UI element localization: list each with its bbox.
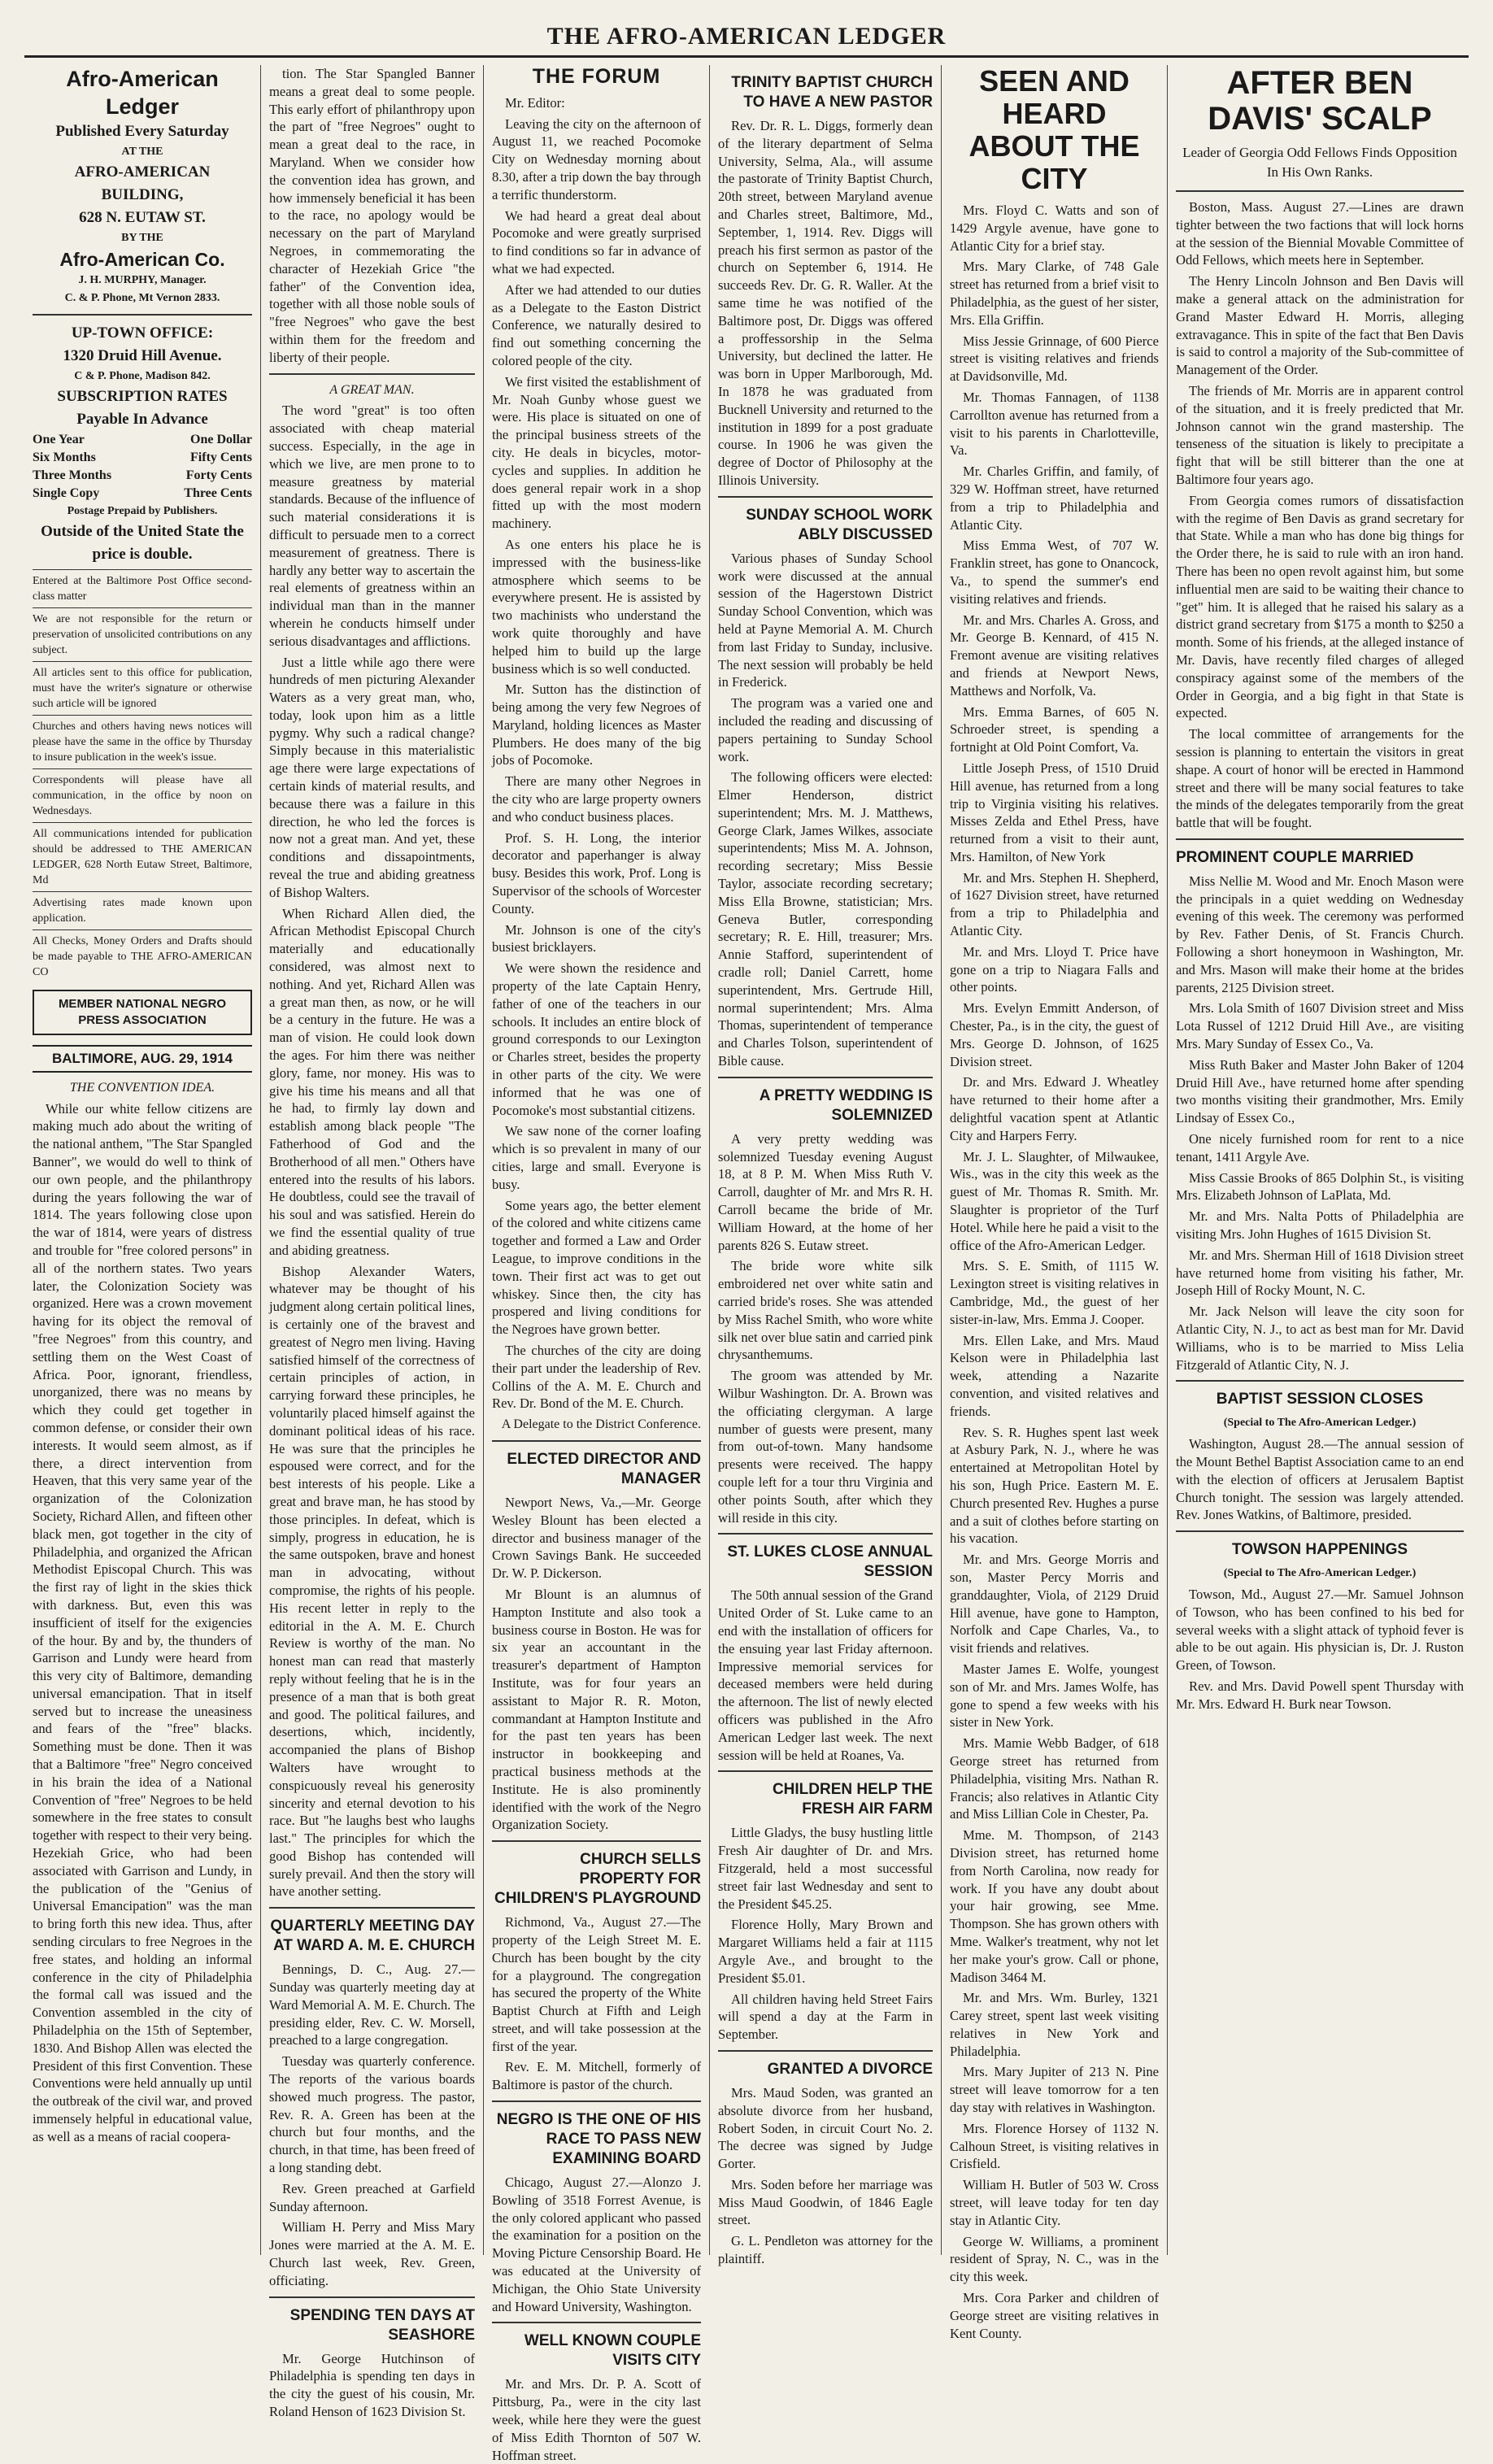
seen-heard-item: Mrs. Mary Clarke, of 748 Gale street has returned from a brief visit to Philadelphia, as the guest of her sister, Mrs. Ella Griffin. [950, 259, 1159, 328]
seen-heard-item: Mr. and Mrs. Lloyd T. Price have gone on a trip to Niagara Falls and other points. [950, 943, 1159, 995]
scalp-paragraph: The friends of Mr. Morris are in apparent control of the situation, and it is freely predicted that Mr. Johnson cannot win the grand mastership. The tenseness of the situation is likely to precipitate a fight that will be still bitterer than the one at Baltimore four years ago. [1176, 382, 1464, 487]
seen-heard-item: Mrs. Mary Jupiter of 213 N. Pine street will leave tomorrow for a ten day stay with relatives in Washington. [950, 2064, 1159, 2116]
couple-married-paragraph: Miss Ruth Baker and Master John Baker of 1204 Druid Hill Ave., have returned home after spending two months visiting their grandmother, Mrs. Emily Lindsay of Essex Co., [1176, 1056, 1464, 1126]
seen-heard-item: Mrs. Cora Parker and children of George street are visiting relatives in Kent County. [950, 2290, 1159, 2341]
notice-2: All articles sent to this office for publication, must have the writer's signature or otherwise such article will be ignored [33, 661, 252, 712]
seen-heard-item: Mr. J. L. Slaughter, of Milwaukee, Wis., was in the city this week as the guest of Mr. Thomas R. Smith. Mr. Slaughter is proprietor of the Turf Hotel. While here he paid a visit to the office of the Afro-American Ledger. [950, 1148, 1159, 1253]
couple-visits-paragraph: Mr. and Mrs. Dr. P. A. Scott of Pittsburg, Pa., were in the city last week, while here they were the guest of Miss Edith Thornton of 507 W. Hoffman street. [492, 2376, 701, 2463]
seen-heard-item: Mrs. Mamie Webb Badger, of 618 George street has returned from Philadelphia, visiting Mrs. Nathan R. Francis; also relatives in Atlantic City and Miss Lillian Cole in Chester, Pa. [950, 1735, 1159, 1822]
column-2 [260, 65, 483, 2420]
scalp-heading: AFTER BEN DAVIS' SCALP [1208, 65, 1432, 137]
divider [492, 1840, 701, 1842]
seen-heard-item: Little Joseph Press, of 1510 Druid Hill avenue, has returned from a long trip to Virginia visiting his relatives. Misses Zelda and Ethel Press, have returned from a visit to their aunt, Mrs. Hamilton, of New York [950, 760, 1159, 864]
member-box: MEMBER NATIONAL NEGRO PRESS ASSOCIATION [33, 990, 252, 1035]
towson-paragraph: Rev. and Mrs. David Powell spent Thursday with Mr. Mrs. Edward H. Burk near Towson. [1176, 1678, 1464, 1712]
divider [718, 1077, 933, 1078]
great-man-paragraph: When Richard Allen died, the African Methodist Episcopal Church materially and educationally considered, was almost next to nothing. And yet, Richard Allen was a great man then, as now, or he will be a century in the future. He was a man of vision. He could look down the ages. For him there was neither glory, fame, nor money. His was to give his time his means and all that he had, to firmly lay down and establish among black people "The Fatherhood of God and the Brotherhood of all men." Others have entered into the results of his labors. He doubtless, could see the travail of his soul and was satisfied. Herein do we find the essential quality of true and abiding greatness. [269, 905, 475, 1258]
seen-heard-item: George W. Williams, a prominent resident of Spray, N. C., was in the city this week. [950, 2233, 1159, 2285]
payable-label: Payable In Advance [76, 411, 208, 428]
forum-paragraph: Some years ago, the better element of the colored and white citizens came together and formed a Law and Order League, to improve conditions in the town. Their first act was to get out whiskey. Since then, the city has prospered and living conditions for the Negroes have grown better. [492, 1197, 701, 1338]
towson-special-line: (Special to The Afro-American Ledger.) [1223, 1567, 1417, 1580]
published-line: Published Every Saturday [55, 123, 229, 140]
quarterly-paragraph: Bennings, D. C., Aug. 27.— Sunday was quarterly meeting day at Ward Memorial A. M. E. Church. The presiding elder, Rev. C. W. Morsell, preached to a large congregation. [269, 1961, 475, 2048]
sunday-paragraph: The program was a varied one and included the reading and discussing of papers pertaining to Sunday School work. [718, 695, 933, 764]
divider [718, 496, 933, 498]
seen-heard-item: Mr. Charles Griffin, and family, of 329 W. Hoffman street, have returned from a trip to Philadelphia and Atlantic City. [950, 464, 1159, 533]
forum-paragraph: Mr. Johnson is one of the city's busiest bricklayers. [492, 921, 701, 956]
great-man-heading: A GREAT MAN. [329, 382, 415, 397]
children-heading: CHILDREN HELP THE FRESH AIR FARM [772, 1781, 933, 1818]
lukes-heading: ST. LUKES CLOSE ANNUAL SESSION [727, 1543, 933, 1581]
rate-row: Single Copy Three Cents [33, 486, 252, 500]
seen-heard-item: Mrs. Evelyn Emmitt Anderson, of Chester, Pa., is in the city, the guest of Mrs. George D. Johnson, of 1625 Division street. [950, 1000, 1159, 1069]
church-paragraph: Rev. E. M. Mitchell, formerly of Baltimore is pastor of the church. [492, 2059, 701, 2093]
elected-heading: ELECTED DIRECTOR AND MANAGER [507, 1450, 701, 1487]
divider [1176, 1530, 1464, 1532]
column-1 [24, 65, 260, 2255]
sunday-paragraph: The following officers were elected: Elmer Henderson, district superintendent; Mrs. M. J. Matthews, George Clark, James Wilkes, associate superintendents; Miss M. A. Johnson, recording secretary; Miss Bessie Taylor, associate recording secretary; Miss Ella Browne, statistician; Mrs. Geneva Butler, corresponding secretary; R. E. Hill, treasurer; Mrs. Annie Stafford, superintendent of cradle roll; Daniel Carrett, home superintendent, Mrs. Gertrude Hill, normal superintendent; Mrs. Alma Thomas, superintendent of temperance and Charles Tolson, superintendent of Bible cause. [718, 769, 933, 1069]
seashore-heading: SPENDING TEN DAYS AT SEASHORE [289, 2306, 475, 2344]
seen-heard-item: Mrs. S. E. Smith, of 1115 W. Lexington street is visiting relatives in Cambridge, Md., the guest of her sister-in-law, Mrs. Emma J. Cooper. [950, 1258, 1159, 1327]
by-the: BY THE [121, 232, 163, 244]
building-address: 628 N. EUTAW ST. [79, 209, 206, 226]
negro-heading: NEGRO IS THE ONE OF HIS RACE TO PASS NEW EXAMINING BOARD [496, 2111, 701, 2168]
forum-paragraph: Prof. S. H. Long, the interior decorator and paperhanger is alway busy. Besides this work, Prof. Long is Supervisor of the schools of Worcester County. [492, 829, 701, 916]
couple-married-paragraph: One nicely furnished room for rent to a nice tenant, 1411 Argyle Ave. [1176, 1131, 1464, 1165]
rate-row: Six Months Fifty Cents [33, 451, 252, 464]
seashore-paragraph: Mr. George Hutchinson of Philadelphia is spending ten days in the city the guest of his cousin, Mr. Roland Henson of 1623 Division St. [269, 2350, 475, 2420]
rate-row: Three Months Forty Cents [33, 468, 252, 482]
forum-paragraph: There are many other Negroes in the city who are large property owners and who conduct business places. [492, 773, 701, 825]
seen-heard-item: Mrs. Floyd C. Watts and son of 1429 Argyle avenue, have gone to Atlantic City for a brief stay. [950, 202, 1159, 254]
outside-us-line: Outside of the United State the price is double. [41, 523, 244, 563]
column-5 [941, 64, 1167, 2341]
uptown-address: 1320 Druid Hill Avenue. [63, 347, 222, 364]
trinity-heading: TRINITY BAPTIST CHURCH TO HAVE A NEW PASTOR [731, 74, 933, 111]
uptown-label: UP-TOWN OFFICE: [71, 324, 214, 342]
editorial-heading: THE CONVENTION IDEA. [69, 1080, 215, 1095]
forum-heading: THE FORUM [532, 65, 661, 88]
seen-heard-item: Mr. and Mrs. George Morris and son, Master Percy Morris and granddaughter, Viola, of 2129 Druid Hill avenue, have gone to Hampton, Norfolk and Cape Charles, Va., to visit friends and relatives. [950, 1552, 1159, 1656]
divider [718, 1533, 933, 1535]
forum-paragraph: We were shown the residence and property of the late Captain Henry, father of one of the teachers in our schools. It includes an entire block of ground corresponds to our Lexington or Charles street, besides the property in other parts of the city. We were informed that he was one of Pocomoke's most substantial citizens. [492, 960, 701, 1118]
great-man-paragraph: The word "great" is too often associated with cheap material success. Especially, in the age in which we live, are men prone to to measure greatness by material standards. Because of the influence of such material considerations it is difficult to persuade men to a correct measurement of greatness. There is hardly any better way to ascertain the real elements of greatness within an individual man than in the manner wherein he conducts himself under serious disadvantages and afflictions. [269, 403, 475, 649]
dateline: BALTIMORE, AUG. 29, 1914 [33, 1045, 252, 1073]
forum-paragraph: We saw none of the corner loafing which is so prevalent in many of our cities, large and small. Everyone is busy. [492, 1123, 701, 1192]
seen-heard-item: Miss Emma West, of 707 W. Franklin street, has gone to Onancock, Va., to spend the summer's end visiting relatives and friends. [950, 538, 1159, 607]
divider [492, 2322, 701, 2323]
forum-paragraph: We had heard a great deal about Pocomoke and were greatly surprised to find conditions so far in advance of what we had expected. [492, 207, 701, 276]
elected-paragraph: Mr Blount is an alumnus of Hampton Institute and also took a business course in Boston. He was for six year an accountant in the treasurer's department of Hampton Institute, was for four years an assistant to Major R. R. Moton, commandant at Hampton Institute and for the past ten years has been instructor in bookkeeping and practical business methods at the Institute. He is also prominently identified with the work of the Negro Organization Society. [492, 1586, 701, 1833]
notice-7: All Checks, Money Orders and Drafts should be made payable to THE AFRO-AMERICAN CO [33, 929, 252, 980]
divider [492, 1440, 701, 1442]
great-man-paragraph: Just a little while ago there were hundreds of men picturing Alexander Waters as a very great man, who, today, look upon him as a little pygmy. Why such a radical change? Simply because in this materialistic age there were large expectations of certain kinds of material results, and because there was a failure in this direction, he who led the forces is now not a great man. And yet, these conditions and dissapointments, reveal the true and abiding greatness of Bishop Walters. [269, 654, 475, 900]
postage-line: Postage Prepaid by Publishers. [67, 505, 218, 517]
seen-heard-item: Dr. and Mrs. Edward J. Wheatley have returned to their home after a delightful vacation spent at Atlantic City and Harpers Ferry. [950, 1074, 1159, 1143]
baptist-special-line: (Special to The Afro-American Ledger.) [1223, 1417, 1417, 1430]
forum-paragraph: Mr. Editor: [505, 94, 565, 111]
trinity-paragraph: Rev. Dr. R. L. Diggs, formerly dean of the literary department of Selma University, Selma, Ala., will assume the pastorate of Trinity Baptist Church, 20th street, between Maryland avenue and Charles street, Baltimore, Md., September, 1, 1914. Rev. Diggs will preach his first sermon as pastor of the church on September 6, 1914. He succeeds Rev. Dr. G. R. Waller. At the same time he was notified of the Baltimore post, Dr. Diggs was offered a proffessorship in the Selma University, but declined the latter. He was born in Upper Marlborough, Md. In 1878 he was graduated from Bucknell University and returned to the institution in 1899 for a post graduate course. In 1906 he was given the degree of Doctor of Philosophy at the Illinois University. [718, 118, 933, 488]
forum-paragraph: Leaving the city on the afternoon of August 11, we reached Pocomoke City on Wednesday morning about 8.30, after a trip down the bay through a terrific thunderstorm. [492, 115, 701, 202]
seen-heard-item: Mrs. Ellen Lake, and Mrs. Maud Kelson were in Philadelphia last week, attending a Nazarite convention, and visited relatives and friends. [950, 1332, 1159, 1419]
masthead-title: THE AFRO-AMERICAN LEDGER [546, 23, 947, 50]
baptist-heading: BAPTIST SESSION CLOSES [1216, 1391, 1424, 1408]
couple-visits-heading: WELL KNOWN COUPLE VISITS CITY [524, 2332, 701, 2370]
at-the: AT THE [121, 146, 163, 158]
manager-line: J. H. MURPHY, Manager. [78, 274, 207, 286]
rates-table [33, 431, 252, 503]
children-paragraph: Florence Holly, Mary Brown and Margaret Williams held a fair at 1115 Argyle Ave., and brought to the President $5.01. [718, 1917, 933, 1986]
seen-heard-item: Mrs. Emma Barnes, of 605 N. Schroeder street, is spending a fortnight at Old Point Comfort, Va. [950, 703, 1159, 755]
scalp-paragraph: The Henry Lincoln Johnson and Ben Davis will make a general attack on the administration for Grand Master Edward H. Morris, alleging extravagance. This in spite of the fact that Ben Davis is said to control a majority of the Sub-committee of Management of the Order. [1176, 273, 1464, 378]
seen-heard-item: Mrs. Florence Horsey of 1132 N. Calhoun Street, is visiting relatives in Crisfield. [950, 2120, 1159, 2172]
entered-line: Entered at the Baltimore Post Office second-class matter [33, 569, 252, 604]
uptown-phone: C & P. Phone, Madison 842. [74, 370, 211, 382]
forum-paragraph: The churches of the city are doing their part under the leadership of Rev. Collins of the A. M. E. Church and Rev. Dr. Bond of the M. E. Church. [492, 1342, 701, 1412]
notice-6: Advertising rates made known upon application. [33, 891, 252, 926]
notice-1: We are not responsible for the return or preservation of unsolicited contributions on any subject. [33, 607, 252, 658]
elected-paragraph: Newport News, Va.,—Mr. George Wesley Blount has been elected a director and business manager of the Crown Savings Bank. He succeeded Dr. W. P. Dickerson. [492, 1494, 701, 1582]
seen-heard-item: Mr. and Mrs. Wm. Burley, 1321 Carey street, spent last week visiting relatives in New York and Philadelphia. [950, 1990, 1159, 2059]
seen-heard-item: Mme. M. Thompson, of 2143 Division street, has returned home from North Carolina, now ready for work. If you have any doubt about your hair growing, see Mme. Thompson. She has grown others with Mme. Walker's treatment, why not let her make your's grow. Call or phone, Madison 3464 M. [950, 1827, 1159, 1985]
column-4 [709, 65, 941, 2267]
scalp-paragraph: The local committee of arrangements for the session is planning to entertain the visitors in great shape. A court of honor will be erected in Hammond street and there will be many social features to take the minds of the delegates temporarily from the great battle that will be fought. [1176, 726, 1464, 831]
divider [269, 2296, 475, 2298]
seen-heard-item: Master James E. Wolfe, youngest son of Mr. and Mrs. James Wolfe, has gone to spend a few weeks with his sister in New York. [950, 1661, 1159, 1730]
seen-heard-item: Mr. and Mrs. Charles A. Gross, and Mr. George B. Kennard, of 415 N. Fremont avenue are visiting relatives and friends at Newport News, Matthews and Norfolk, Va. [950, 612, 1159, 699]
phone-line: C. & P. Phone, Mt Vernon 2833. [64, 292, 220, 304]
wedding-paragraph: A very pretty wedding was solemnized Tuesday evening August 18, at 8 P. M. When Miss Ruth V. Carroll, daughter of Mr. and Mrs R. H. Carroll became the bride of Mr. William Howard, at the home of her parents 826 S. Eutaw street. [718, 1130, 933, 1253]
notice-4: Correspondents will please have all communication, in the office by noon on Wednesdays. [33, 768, 252, 819]
seen-heard-item: Mr. and Mrs. Stephen H. Shepherd, of 1627 Division street, have returned from a trip to Philadelphia and Atlantic City. [950, 869, 1159, 939]
seen-heard-list [950, 202, 1159, 2342]
building-name: AFRO-AMERICAN BUILDING, [74, 163, 211, 203]
sunday-heading: SUNDAY SCHOOL WORK ABLY DISCUSSED [746, 506, 933, 543]
forum-paragraph: Mr. Sutton has the distinction of being among the very few Negroes of Maryland, holding licences as Master Plumbers. He does many of the big jobs of Pocomoke. [492, 681, 701, 768]
couple-married-heading: PROMINENT COUPLE MARRIED [1176, 848, 1414, 866]
column-3 [483, 65, 709, 2463]
divider [1176, 838, 1464, 840]
divorce-paragraph: Mrs. Soden before her marriage was Miss Maud Goodwin, of 1846 Eagle street. [718, 2176, 933, 2228]
divider [1176, 190, 1464, 192]
divider [33, 314, 252, 316]
divider [492, 2100, 701, 2102]
notice-5: All communications intended for publication should be addressed to THE AMERICAN LEDGER, 628 North Eutaw Street, Baltimore, Md [33, 822, 252, 888]
children-paragraph: Little Gladys, the busy hustling little Fresh Air daughter of Dr. and Mrs. Fitzgerald, held a most successful street fair last Wednesday and sent to the President $45.25. [718, 1825, 933, 1912]
quarterly-paragraph: Tuesday was quarterly conference. The reports of the various boards showed much progress. The pastor, Rev. R. A. Green has been at the church but four months, and the church, in that time, has been freed of a long standing debt. [269, 2053, 475, 2176]
postage-block [33, 503, 252, 566]
rate-row: One Year One Dollar [33, 433, 252, 446]
couple-married-paragraph: Mr. Jack Nelson will leave the city soon for Atlantic City, N. J., to act as best man for Mr. David Williams, who is to be married to Miss Lelia Fitzgerald of Atlantic City, N. J. [1176, 1304, 1464, 1373]
wedding-paragraph: The groom was attended by Mr. Wilbur Washington. Dr. A. Brown was the officiating clergyman. A large number of guests were present, many from out-of-town. Many handsome presents were received. The happy couple left for a tour thru Virginia and other points South, after which they will reside in this city. [718, 1368, 933, 1526]
couple-married-paragraph: Mr. and Mrs. Nalta Potts of Philadelphia are visiting Mrs. John Hughes of 1615 Division St. [1176, 1208, 1464, 1243]
great-man-paragraph: Bishop Alexander Waters, whatever may be thought of his judgment along certain political lines, is certainly one of the bravest and greatest of Negro men living. Having satisfied himself of the correctness of certain principles of action, in carrying forward these principles, he voluntarily placed himself against the dominant political ideas of his race. He was sure that the principles he espoused were correct, and for the best interests of his people. Like a great and brave man, he has stood by those principles. In defeat, which is simply, progress in education, he is the same outspoken, brave and honest man in advocating, without compromise, the rights of his people. His recent letter in reply to the editorial in the A. M. E. Church Review is worthy of the man. No honest man can read that masterly reply without feeling that he is in the presence of a man that is both great and good. The political failures, and desertions, which, incidently, accompanied the plans of Bishop Walters have wrought to conspicuously reveal his generosity sincerity and eternal devotion to his race. But "he laughs best who laughs last." The principles for which the good Bishop has contended will surely prevail. And then the story will have another setting. [269, 1263, 475, 1900]
editorial-text: While our white fellow citizens are making much ado about the writing of the national anthem, "The Star Spangled Banner", we would do well to think of our own people, and the philanthropy during the years following the war of 1814. The years following close upon the war of 1814, were years of distress and trouble for "free colored persons" in all of the northern states. Two years later, the Colonization Society was organized. Here was a crown movement having for its object the removal of "free Negroes" from this country, and settling them on the West Coast of Africa. Poor, ignorant, friendless, unorganized, there was no means by which they could get together in common defense, or consider their own interests. It would seem almost, as if there, a direct intervention from Heaven, that this very same year of the organization of the Colonization Society, Richard Allen, and fifteen other black men, got together in the city of Philadelphia, and organized the African Methodist Episcopal Church. This was the first ray of light in the skies thick with darkness. But, even this was insufficient of itself for the exigencies of the hour. By and by, the thunders of Garrison and Lundy were heard from this very city of Baltimore, demanding universal emancipation. That in itself served but to increase the uneasiness and fears of the "free" blacks. Something must be done. Then it was that a Baltimore "free" Negro conceived in his brain the idea of a National Convention of "free" Negroes to be held somewhere in the free states to consult together with respect to their very being. Hezekiah Grice, who had been associated with Garrison and Lundy, in the publication of the "Genius of Universal Emancipation" was the man to bring forth this new idea. Thus, after sending circulars to free Negroes in the free states, and holding an informal conference in the city of Philadelphia the formal call was issued and the Convention assembled in the city of Philadelphia on the 15th of September, 1830. And Bishop Allen was elected the President of this first Convention. These Conventions were held annually up until the outbreak of the civil war, and proved immensely helpful in educational value, as well as a means of racial coopera- [33, 1100, 252, 2144]
seen-heard-item: Rev. S. R. Hughes spent last week at Asbury Park, N. J., where he was entertained at Metropolitan Hotel by his son, Hugh Price. Eastern M. E. Church presented Rev. Hughes a purse and a suit of clothes before starting on his vacation. [950, 1424, 1159, 1547]
sunday-paragraph: Various phases of Sunday School work were discussed at the annual session of the Hagerstown District Sunday School Convention, which was held at Payne Memorial A. M. Church from last Friday to Sunday, inclusive. The next session will probably be held in Frederick. [718, 550, 933, 690]
towson-paragraph: Towson, Md., August 27.—Mr. Samuel Johnson of Towson, who has been confined to his bed for several weeks with a slight attack of typhoid fever is able to be out again. His physician is, Dr. J. Ruston Green, of Towson. [1176, 1586, 1464, 1674]
quarterly-paragraph: William H. Perry and Miss Mary Jones were married at the A. M. E. Church last week, Rev. Green, officiating. [269, 2219, 475, 2288]
divorce-heading: GRANTED A DIVORCE [767, 2060, 933, 2078]
quarterly-heading: QUARTERLY MEETING DAY AT WARD A. M. E. CHURCH [270, 1918, 475, 1955]
church-paragraph: Richmond, Va., August 27.—The property of the Leigh Street M. E. Church has been bought by the city for a playground. The congregation has secured the property of the White Baptist Church at Fifth and Leigh street, and will take possession at the first of the year. [492, 1914, 701, 2054]
church-heading: CHURCH SELLS PROPERTY FOR CHILDREN'S PLAYGROUND [494, 1851, 701, 1908]
seen-heard-item: Miss Jessie Grinnage, of 600 Pierce street is visiting relatives and friends at Davidsonville, Md. [950, 333, 1159, 385]
divorce-paragraph: Mrs. Maud Soden, was granted an absolute divorce from her husband, Robert Soden, in circuit Court No. 2. The decree was signed by Judge Gorter. [718, 2084, 933, 2172]
paper-name: Afro-American Ledger [66, 67, 219, 119]
column-6 [1167, 65, 1472, 2255]
scalp-paragraph: Boston, Mass. August 27.—Lines are drawn tighter between the two factions that will lock horns at the session of the Biennial Movable Committee of Odd Fellows, which meets here in September. [1176, 199, 1464, 268]
paper-masthead-box [33, 65, 252, 431]
forum-paragraph: After we had attended to our duties as a Delegate to the Easton District Conference, we naturally desired to find out something concerning the colored people of the city. [492, 281, 701, 368]
editorial-continued: tion. The Star Spangled Banner means a great deal to some people. This early effort of philanthropy upon the part of "free Negroes" ought to mean a great deal to the race, in Maryland. When we consider how the convention idea has grown, and how immensely beneficial it has been to the race, no apology would be necessary on the part of Maryland Negroes, in commemorating the character of Hezekiah Grice "the father" of the Convention idea, together with all those noble souls of "free Negroes" who gave the best within them for the freedom and liberty of their people. [269, 66, 475, 365]
towson-heading: TOWSON HAPPENINGS [1231, 1541, 1408, 1559]
wedding-heading: A PRETTY WEDDING IS SOLEMNIZED [759, 1086, 933, 1124]
seen-heard-heading: SEEN AND HEARD ABOUT THE CITY [968, 64, 1140, 195]
divider [1176, 1380, 1464, 1382]
quarterly-paragraph: Rev. Green preached at Garfield Sunday afternoon. [269, 2180, 475, 2214]
scalp-subheading: Leader of Georgia Odd Fellows Finds Opposition In His Own Ranks. [1182, 145, 1457, 180]
masthead-rule [24, 55, 1469, 58]
couple-married-paragraph: Mrs. Lola Smith of 1607 Division street and Miss Lota Russel of 1212 Druid Hill Ave., are visiting Mrs. Mary Sunday of Essex Co., Va. [1176, 1000, 1464, 1052]
divider [718, 1770, 933, 1772]
seen-heard-item: Mr. Thomas Fannagen, of 1138 Carrollton avenue has returned from a visit to his parents in Charlotteville, Va. [950, 389, 1159, 459]
divorce-paragraph: G. L. Pendleton was attorney for the plaintiff. [718, 2233, 933, 2267]
lukes-paragraph: The 50th annual session of the Grand United Order of St. Luke came to an end with the installation of officers for the ensuing year last Friday afternoon. Impressive memorial services for deceased members were held during the afternoon. The list of newly elected officers was published in the Afro American Ledger last week. The next session will be held at Roanes, Va. [718, 1587, 933, 1763]
forum-paragraph: As one enters his place he is impressed with the business-like atmosphere which seems to be everywhere present. He is assisted by two machinists who understand the work quite thoroughly and have helped him to build up the large business which is so well conducted. [492, 536, 701, 677]
scalp-paragraph: From Georgia comes rumors of dissatisfaction with the regime of Ben Davis as grand secretary for that State. While a man who has done big things for the Order there, he is said to rule with an iron hand. There has been no open revolt against him, but some influential men are said to be waiting their chance to "get" him. It is alleged that he raised his salary as a district grand secretary from $175 a month to $250 a month. Some of his friends, at the alleged instance of Mr. Davis, have recently filed charges of alleged conspiracy against some of the members of the Order in Georgia, and a big fight in that State is expected. [1176, 492, 1464, 721]
divider [269, 373, 475, 375]
seen-heard-item: William H. Butler of 503 W. Cross street, will leave today for ten day stay in Atlantic City. [950, 2177, 1159, 2228]
divider [269, 1907, 475, 1909]
couple-married-paragraph: Mr. and Mrs. Sherman Hill of 1618 Division street have returned home from visiting his father, Mr. Joseph Hill of Rocky Mount, N. C. [1176, 1247, 1464, 1299]
negro-paragraph: Chicago, August 27.—Alonzo J. Bowling of 3518 Forrest Avenue, is the only colored applicant who passed the examination for a position on the Moving Picture Censorship Board. He was educated at the University of Michigan, the Ohio State University and Howard University, Washington. [492, 2175, 701, 2314]
baptist-paragraph: Washington, August 28.—The annual session of the Mount Bethel Baptist Association came to an end with the election of officers at Jerusalem Baptist Church tonight. The session was largely attended. Rev. Jones Watkins, of Baltimore, presided. [1176, 1436, 1464, 1523]
forum-signature: A Delegate to the District Conference. [501, 1417, 701, 1432]
children-paragraph: All children having held Street Fairs will spend a day at the Farm in September. [718, 1991, 933, 2043]
notice-3: Churches and others having news notices will please have the same in the office by Thursday to insure publication in the week's issue. [33, 715, 252, 765]
wedding-paragraph: The bride wore white silk embroidered net over white satin and carried bride's roses. She was attended by Miss Rachel Smith, who wore white silk net over blue satin and carried pink chrysanthemums. [718, 1258, 933, 1363]
company-name: Afro-American Co. [59, 249, 225, 270]
couple-married-paragraph: Miss Cassie Brooks of 865 Dolphin St., is visiting Mrs. Elizabeth Johnson of LaPlata, Md. [1176, 1169, 1464, 1204]
forum-paragraph: We first visited the establishment of Mr. Noah Gunby whose guest we were. His place is situated on one of the principal business streets of the city. He deals in bicycles, motor-cycles and supplies. In addition he does general repair work in a shop fitted up with the most modern machinery. [492, 373, 701, 532]
subscription-rates-label: SUBSCRIPTION RATES [57, 388, 228, 405]
couple-married-paragraph: Miss Nellie M. Wood and Mr. Enoch Mason were the principals in a quiet wedding on Wednesday evening of this week. The ceremony was performed by Rev. Father Denis, of St. Francis Church. Following a short honeymoon in Washington, Mr. and Mrs. Mason will make their home at the brides parents, 2125 Division street. [1176, 873, 1464, 995]
divider [718, 2050, 933, 2052]
masthead [0, 0, 1493, 57]
